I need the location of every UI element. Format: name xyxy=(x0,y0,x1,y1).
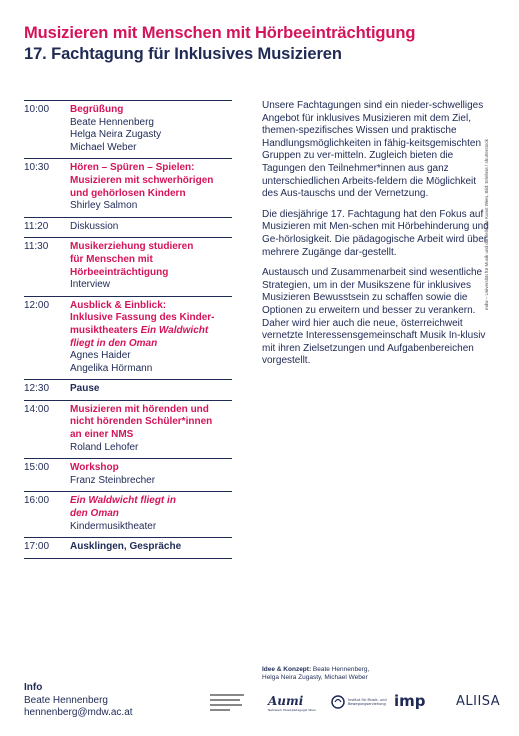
program-line xyxy=(70,462,232,475)
program-line xyxy=(70,254,232,267)
credits-label: Idee & Konzept: xyxy=(262,666,312,673)
program-line xyxy=(70,541,232,554)
program-line-text: Musizieren mit schwerhörigen xyxy=(70,174,214,186)
program-content xyxy=(70,221,232,234)
program-time: 14:00 xyxy=(24,403,50,415)
program-time: 10:00 xyxy=(24,104,50,115)
program-time: 16:00 xyxy=(24,495,50,507)
program-line-text: Pause xyxy=(70,383,100,395)
program-line-text: Michael Weber xyxy=(70,141,137,153)
info-name: Beate Hennenberg xyxy=(24,694,108,706)
program-line xyxy=(70,175,232,188)
aliisa-logo: ALIISA xyxy=(456,694,501,709)
program-content xyxy=(70,495,232,533)
program-time: 10:30 xyxy=(24,162,50,174)
program-content xyxy=(70,241,232,291)
program-line-text: Musizieren mit hörenden und xyxy=(70,403,209,415)
program-line-text: Franz Steinbrecher xyxy=(70,474,156,486)
program-row xyxy=(24,459,232,492)
program-line xyxy=(70,475,232,488)
program-content xyxy=(70,383,232,396)
sponsor-logos xyxy=(206,690,506,720)
program-content xyxy=(70,404,232,454)
program-line-text: Beate Hennenberg xyxy=(70,116,154,128)
program-line xyxy=(70,162,232,175)
program-line-text: Workshop xyxy=(70,462,119,474)
program-time: 12:30 xyxy=(24,383,50,395)
program-line xyxy=(70,312,232,325)
mdw-mini-logo xyxy=(208,692,246,715)
about-paragraph-1: Unsere Fachtagungen sind ein nieder-schwelliges Angebot für inklusives Musizieren mit dem Ziel, themen-spezifisches Wissen und praktische Handlungsmöglichkeiten in fähig-keitsgemischten Gruppen zu ver-mitteln. Zugleich bieten die Tagungen den Teilnehmer*innen aus ganz unterschiedlichen Arbeits-feldern die Möglichkeit des Aus-tauschs und der Vernetzung. xyxy=(262,100,484,200)
imp-logo: imp xyxy=(394,692,426,710)
program-line-text: Hören – Spüren – Spielen: xyxy=(70,162,195,174)
program-content xyxy=(70,462,232,487)
program-line-text: Begrüßung xyxy=(70,104,124,115)
program-line-text: Hörbeeinträchtigung xyxy=(70,266,169,278)
program-line xyxy=(70,521,232,534)
program-line xyxy=(70,325,232,338)
info-label: Info xyxy=(24,682,43,693)
program-line-text: nicht hörenden Schüler*innen xyxy=(70,416,213,428)
program-line-text: Agnes Haider xyxy=(70,350,131,362)
program-row xyxy=(24,380,232,401)
page-subtitle: 17. Fachtagung für Inklusives Musizieren xyxy=(24,45,342,63)
credits-line-2: Helga Neira Zugasty, Michael Weber xyxy=(262,674,368,681)
program-line-text: an einer NMS xyxy=(70,429,134,441)
program-line xyxy=(70,338,232,351)
program-line-text: Helga Neira Zugasty xyxy=(70,129,162,141)
program-row xyxy=(24,492,232,538)
program-line xyxy=(70,117,232,130)
program-line xyxy=(70,142,232,155)
program-line xyxy=(70,404,232,417)
program-line xyxy=(70,495,232,508)
program-time: 11:30 xyxy=(24,241,49,253)
program-line-text: Angelika Hörmann xyxy=(70,362,153,374)
program-content xyxy=(70,162,232,212)
program-line xyxy=(70,416,232,429)
program-row xyxy=(24,297,232,381)
info-block xyxy=(24,682,133,720)
program-line xyxy=(70,429,232,442)
program-line xyxy=(70,188,232,201)
program-line-text: Diskussion xyxy=(70,220,119,232)
program-time: 17:00 xyxy=(24,541,50,553)
program-content xyxy=(70,104,232,154)
program-line xyxy=(70,508,232,521)
program-time: 12:00 xyxy=(24,299,50,311)
program-row xyxy=(24,538,232,559)
about-paragraph-2: Die diesjährige 17. Fachtagung hat den Fokus auf Musizieren mit Men-schen mit Hörbehinderung und Ge-hörlosigkeit. Die pädagogische Arbeit wird über mehrere Zugänge dar-gestellt. xyxy=(262,208,489,258)
program-line xyxy=(70,221,232,234)
credits-block xyxy=(262,666,369,682)
program-line-text: Roland Lehofer xyxy=(70,441,139,453)
institute-logo: Institut für Musik- und Bewegungserziehung xyxy=(330,694,387,710)
program-content xyxy=(70,541,232,554)
institute-swirl-icon xyxy=(330,694,346,710)
program-line xyxy=(70,129,232,142)
program-line xyxy=(70,104,232,117)
program-line xyxy=(70,267,232,280)
program-row xyxy=(24,238,232,296)
program-line-text: Kindermusiktheater xyxy=(70,520,157,532)
program-line-text: Ein Waldwicht fliegt in xyxy=(70,495,176,507)
program-line-text: für Menschen mit xyxy=(70,253,153,265)
about-paragraph-3: Austausch und Zusammenarbeit sind wesentliche Strategien, um in der Musikszene für inklusives Musizieren Bewusstsein zu schaffen sowie die Optionen zu erweitern und besser zu verankern. Daher wird hier auch die neue, österreichweit vernetzte Interessensgemeinschaft Musik In-klusiv mit ihren Zielsetzungen und Aufgabenbereichen vorgestellt. xyxy=(262,267,486,367)
info-email[interactable]: hennenberg@mdw.ac.at xyxy=(24,707,133,719)
program-line-text: Shirley Salmon xyxy=(70,200,138,212)
program-line-italic: Ein Waldwicht xyxy=(140,324,209,336)
aumi-logo: Aumi Netzwerk Musikpädagogik Wien xyxy=(268,694,316,712)
program-line xyxy=(70,241,232,254)
program-line-text: musiktheaters xyxy=(70,324,141,336)
program-row xyxy=(24,100,232,159)
program-content xyxy=(70,300,232,376)
program-line xyxy=(70,350,232,363)
about-text xyxy=(262,100,490,376)
program-line-text: Interview xyxy=(70,279,111,291)
program-row xyxy=(24,401,232,459)
program-line-text: Ausklingen, Gespräche xyxy=(70,541,182,553)
program-line xyxy=(70,200,232,213)
program-line xyxy=(70,383,232,396)
program-line-text: Inklusive Fassung des Kinder- xyxy=(70,312,215,324)
program-line-text: fliegt in den Oman xyxy=(70,337,158,349)
program-time: 15:00 xyxy=(24,462,50,474)
program-time: 11:20 xyxy=(24,220,49,232)
side-credit-note: mdw – Universität für Musik und darstellende Kunst Wien, Bild: Erlebnis / shutterstock xyxy=(484,139,489,310)
program-line-text: den Oman xyxy=(70,508,119,520)
credits-line-1: Beate Hennenberg, xyxy=(311,666,370,673)
program-row xyxy=(24,159,232,217)
program-line-text: Musikerziehung studieren xyxy=(70,241,194,253)
program-schedule xyxy=(24,100,232,559)
program-row xyxy=(24,218,232,239)
program-line-text: und gehörlosen Kindern xyxy=(70,187,186,199)
program-line xyxy=(70,363,232,376)
page-title: Musizieren mit Menschen mit Hörbeeinträchtigung xyxy=(24,24,416,42)
program-line xyxy=(70,279,232,292)
program-line xyxy=(70,442,232,455)
program-line xyxy=(70,300,232,313)
program-line-text: Ausblick & Einblick: xyxy=(70,299,167,311)
